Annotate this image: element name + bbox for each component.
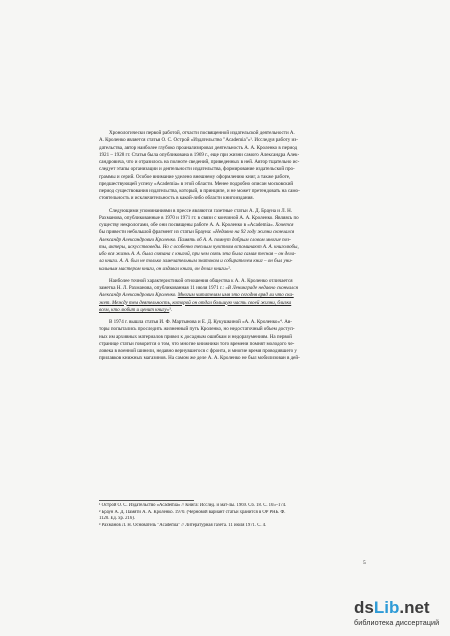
text-run: предшествующей успеху «Academia» в этой области. Менее подробно описан московский bbox=[99, 180, 294, 187]
body-text bbox=[99, 130, 361, 363]
text-run: Многим читателям имя это сегодня вряд ли что ска- bbox=[177, 292, 294, 299]
text-line bbox=[99, 174, 361, 181]
paragraph bbox=[99, 278, 361, 314]
text-run: А. Кроленко является статья О. С. Острой «Издательство "Academia"»¹. Исследуя работу из- bbox=[99, 137, 298, 144]
svg-text:dsLib.net: dsLib.net bbox=[354, 598, 430, 617]
text-line bbox=[99, 181, 361, 188]
text-line bbox=[99, 244, 361, 251]
text-run: ибо вся жизнь А. А. была связана с книгой, при чем связь эта была самая тесная – он дела- bbox=[99, 251, 296, 257]
dslib-logo bbox=[354, 597, 448, 617]
footnote: 1120. Ед. хр. 216). bbox=[99, 516, 135, 522]
text-line bbox=[99, 334, 361, 341]
text-run: сандровича, что и отразилось на полноте сведений, приведенных в ней. Автор тщательно ис- bbox=[99, 159, 300, 165]
text-run: Рахманова, опубликованные в 1970 и 1971 гг. в связи с кончиной А. А. Кроленко. Являясь по bbox=[99, 214, 299, 221]
text-run: Хочется bbox=[275, 222, 294, 228]
text-line bbox=[99, 300, 361, 307]
text-line bbox=[99, 152, 361, 159]
text-line bbox=[99, 285, 361, 292]
text-run: 1921 – 1928 гг. Статья была опубликована в 1969 г., еще при жизни самого Александра Алек- bbox=[99, 151, 300, 158]
text-run: «Недавно на 92 году жизни скончался bbox=[212, 229, 295, 236]
text-line bbox=[99, 229, 361, 236]
text-line bbox=[99, 341, 361, 348]
text-run: заметка Н. Л. Рахманова, опубликованная 11 июля 1971 г.: bbox=[99, 285, 226, 291]
text-line bbox=[99, 307, 361, 314]
text-line bbox=[99, 251, 361, 258]
text-run: дательства, автор наиболее глубоко проанализировал деятельность А. А. Кроленко в период bbox=[99, 144, 298, 151]
page-number: 5 bbox=[363, 560, 366, 566]
text-run: период существования издательства, который, в принципе, и не может претендовать на само- bbox=[99, 188, 300, 194]
text-line bbox=[99, 258, 361, 265]
text-run: ных им архивных материалов привел к досадным ошибкам и недоразумениям. На первой bbox=[99, 333, 292, 340]
text-run: В 1974 г. вышла статья И. Ф. Мартынова и Е. Д. Кукушкиной «А. А. Кроленко»⁴. Ав- bbox=[109, 319, 292, 325]
text-run: стоятельность и исключительность в какой-либо области книгоиздания. bbox=[99, 195, 254, 202]
text-line bbox=[99, 166, 361, 173]
text-run: следует этапы организации и деятельности издательства, формирование издательской про- bbox=[99, 166, 295, 173]
text-line bbox=[99, 222, 361, 229]
text-run: ты, актеры, искусствоведы. Но с особенно теплым чувством вспоминают А. А. книголюбы, bbox=[99, 243, 299, 250]
text-run: прилавков книжных магазинов. На самом же деле А. А. Кроленко не был мобилизован в дей- bbox=[99, 355, 300, 362]
paragraph bbox=[99, 208, 361, 273]
text-run: всем, кто любит и ценит книгу» bbox=[99, 306, 170, 313]
text-run: Наиболее точной характеристикой отношения общества к А. А. Кроленко отличается bbox=[109, 277, 293, 284]
text-run: ла книги. А. А. был не только замечательным знатоком и собирателем книг – он был уни- bbox=[99, 258, 293, 265]
text-line bbox=[99, 319, 361, 326]
text-line bbox=[99, 130, 361, 137]
text-run: граммы и серий. Особое внимание уделено внешнему оформлению книг, а также работе, bbox=[99, 173, 291, 180]
text-line bbox=[99, 195, 361, 202]
text-run: «В Ленинграде недавно скончался bbox=[225, 285, 298, 291]
footnote-divider bbox=[99, 500, 194, 501]
text-line bbox=[99, 137, 361, 144]
text-line bbox=[99, 278, 361, 285]
text-run: жет. Между тем деятельность, которой он отдал большую часть своей жизни, близка bbox=[99, 299, 292, 306]
text-run: бы привести небольшой фрагмент из статьи Брауна: bbox=[99, 229, 213, 236]
text-run: Александр Александрович Кроленко. bbox=[99, 292, 178, 299]
text-run: ³. bbox=[169, 306, 173, 313]
text-run: Александр Александрович Кроленко. Память об А. А. помнут добрым словом многие поэ- bbox=[99, 236, 291, 243]
text-run: Хронологически первой работой, отчасти посвященной издательской деятельности А. bbox=[109, 130, 295, 136]
paragraph bbox=[99, 319, 361, 363]
text-line bbox=[99, 355, 361, 362]
text-run: торы попытались проследить жизненный путь Кроленко, но недостаточный объем доступ- bbox=[99, 326, 295, 333]
text-run: странице статьи говорится о том, что многие книжники того времени помнят молодого че- bbox=[99, 340, 295, 347]
text-line bbox=[99, 215, 361, 222]
text-line bbox=[99, 237, 361, 244]
text-line bbox=[99, 159, 361, 166]
footnote: ³ Рахманов Л. Н. Основатель "Academia" // Литературная газета. 11 июля 1971. С. 4. bbox=[99, 522, 267, 528]
text-line bbox=[99, 266, 361, 273]
text-line bbox=[99, 188, 361, 195]
text-line bbox=[99, 348, 361, 355]
text-run: существу некрологами, обе они посвящены работе А. А. Кроленко в «Academia». bbox=[99, 222, 276, 228]
footnote: ² Браун А. Д. Памяти А. А. Кроленко. 1970. (Черновой вариант статьи хранится в ОР РНБ. Ф. bbox=[99, 509, 286, 515]
footnotes bbox=[99, 503, 361, 529]
text-run: ². bbox=[228, 265, 232, 272]
text-line bbox=[99, 292, 361, 299]
dslib-caption: библиотека диссертаций bbox=[354, 618, 440, 627]
paragraph bbox=[99, 130, 361, 203]
text-line bbox=[99, 208, 361, 215]
footnote: ¹ Острой О. С. Издательство «Academia» // Книга: Исслед. и мат-лы. 1969. Сб. 18. С. 165–174. bbox=[99, 503, 287, 508]
dslib-watermark[interactable] bbox=[354, 597, 448, 631]
text-run: Следующими упоминаниями в прессе являются газетные статьи А. Д. Брауна и Л. Н. bbox=[109, 207, 293, 214]
text-line bbox=[99, 326, 361, 333]
text-line bbox=[99, 145, 361, 152]
text-run: ловека в военной шинели, недавно вернувшегося с фронта, и многие время проводившего у bbox=[99, 348, 297, 354]
text-run: кальным мастером книги, он издавал книги, он делал книги» bbox=[99, 265, 229, 272]
